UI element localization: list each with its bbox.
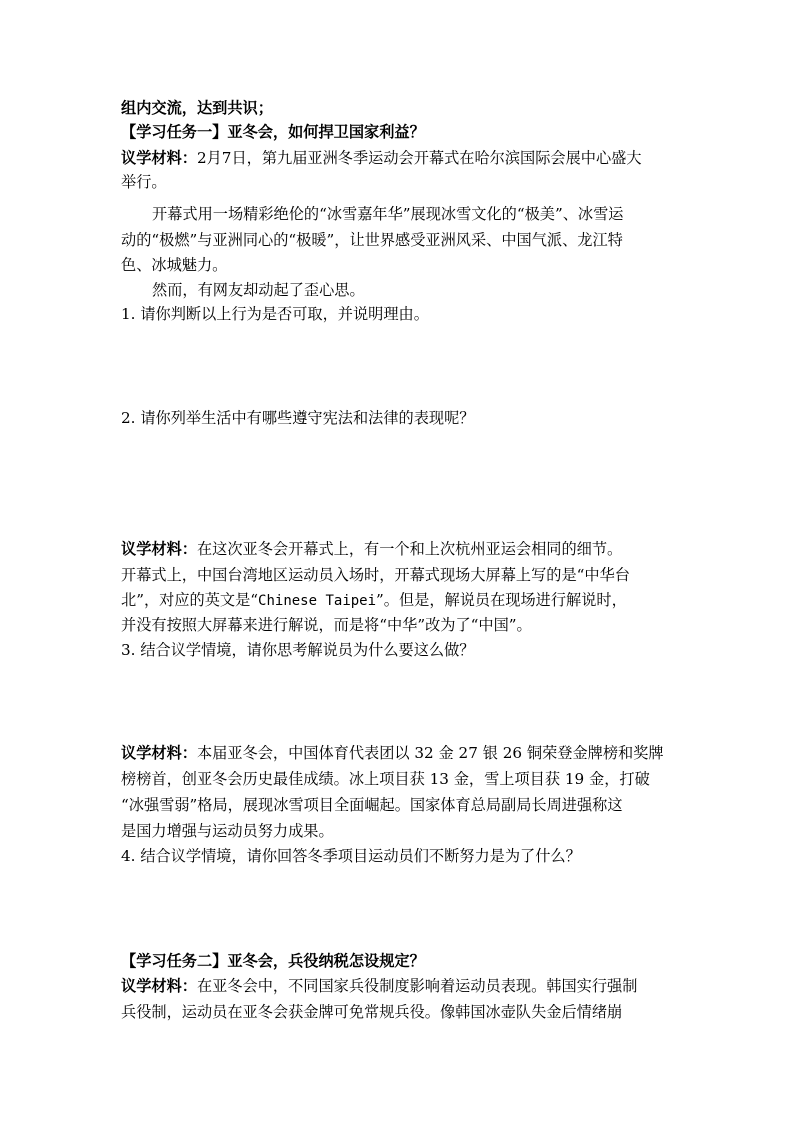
- task1-material3-line2: 榜榜首，创亚冬会历史最佳成绩。冰上项目获 13 金，雪上项目获 19 金，打破: [121, 770, 650, 788]
- material-text: 2月7日，第九届亚洲冬季运动会开幕式在哈尔滨国际会展中心盛大: [196, 149, 642, 167]
- task1-material2-line2: 开幕式上，中国台湾地区运动员入场时，开幕式现场大屏幕上写的是“中华台: [121, 566, 630, 584]
- task2-material-line2: 兵役制，运动员在亚冬会获金牌可免常规兵役。像韩国冰壶队失金后情绪崩: [121, 1003, 623, 1021]
- english-name: Chinese Taipei: [258, 593, 377, 609]
- task1-material2: [121, 537, 681, 561]
- question-4: 4. 结合议学情境，请你回答冬季项目运动员们不断努力是为了什么？: [121, 847, 581, 865]
- material-text: 北”，对应的英文是“: [121, 591, 259, 609]
- material-label: 议学材料：: [121, 540, 197, 558]
- material-text: 本届亚冬会，中国体育代表团以 32 金 27 银 26 铜荣登金牌榜和奖牌: [196, 744, 664, 762]
- material-label: 议学材料：: [121, 149, 197, 167]
- task2-material: [121, 974, 681, 998]
- task1-material1: [121, 146, 681, 170]
- material-text: ”。但是，解说员在现场进行解说时，: [376, 591, 627, 609]
- task1-material3-line3: “冰强雪弱”格局，展现冰雪项目全面崛起。国家体育总局副局长周进强称这: [121, 796, 623, 814]
- task1-material1-cont: 举行。: [121, 173, 167, 191]
- material-label: 议学材料：: [121, 977, 197, 995]
- task1-title: 【学习任务一】亚冬会，如何捍卫国家利益？: [121, 123, 425, 141]
- task1-para3: 然而，有网友却动起了歪心思。: [152, 281, 365, 299]
- task1-para2-line2: 动的“极燃”与亚洲同心的“极暖”，让世界感受亚洲风采、中国气派、龙江特: [121, 231, 623, 249]
- task2-title: 【学习任务二】亚冬会，兵役纳税怎设规定？: [121, 952, 425, 970]
- task1-para2-line1: 开幕式用一场精彩绝伦的“冰雪嘉年华”展现冰雪文化的“极美”、冰雪运: [152, 205, 624, 223]
- task1-material2-line3: [121, 588, 681, 612]
- task1-material2-line4: 并没有按照大屏幕来进行解说，而是将“中华”改为了“中国”。: [121, 616, 532, 634]
- question-2: 2. 请你列举生活中有哪些遵守宪法和法律的表现呢？: [121, 409, 475, 427]
- task1-para2-line3: 色、冰城魅力。: [121, 256, 228, 274]
- section-intro: 组内交流，达到共识；: [121, 99, 273, 117]
- material-text: 在这次亚冬会开幕式上，有一个和上次杭州亚运会相同的细节。: [196, 540, 623, 558]
- question-1: 1. 请你判断以上行为是否可取，并说明理由。: [121, 305, 429, 323]
- material-text: 在亚冬会中，不同国家兵役制度影响着运动员表现。韩国实行强制: [196, 977, 638, 995]
- task1-material3-line4: 是国力增强与运动员努力成果。: [121, 822, 334, 840]
- material-label: 议学材料：: [121, 744, 197, 762]
- task1-material3: [121, 741, 681, 765]
- question-3: 3. 结合议学情境，请你思考解说员为什么要这么做？: [121, 641, 475, 659]
